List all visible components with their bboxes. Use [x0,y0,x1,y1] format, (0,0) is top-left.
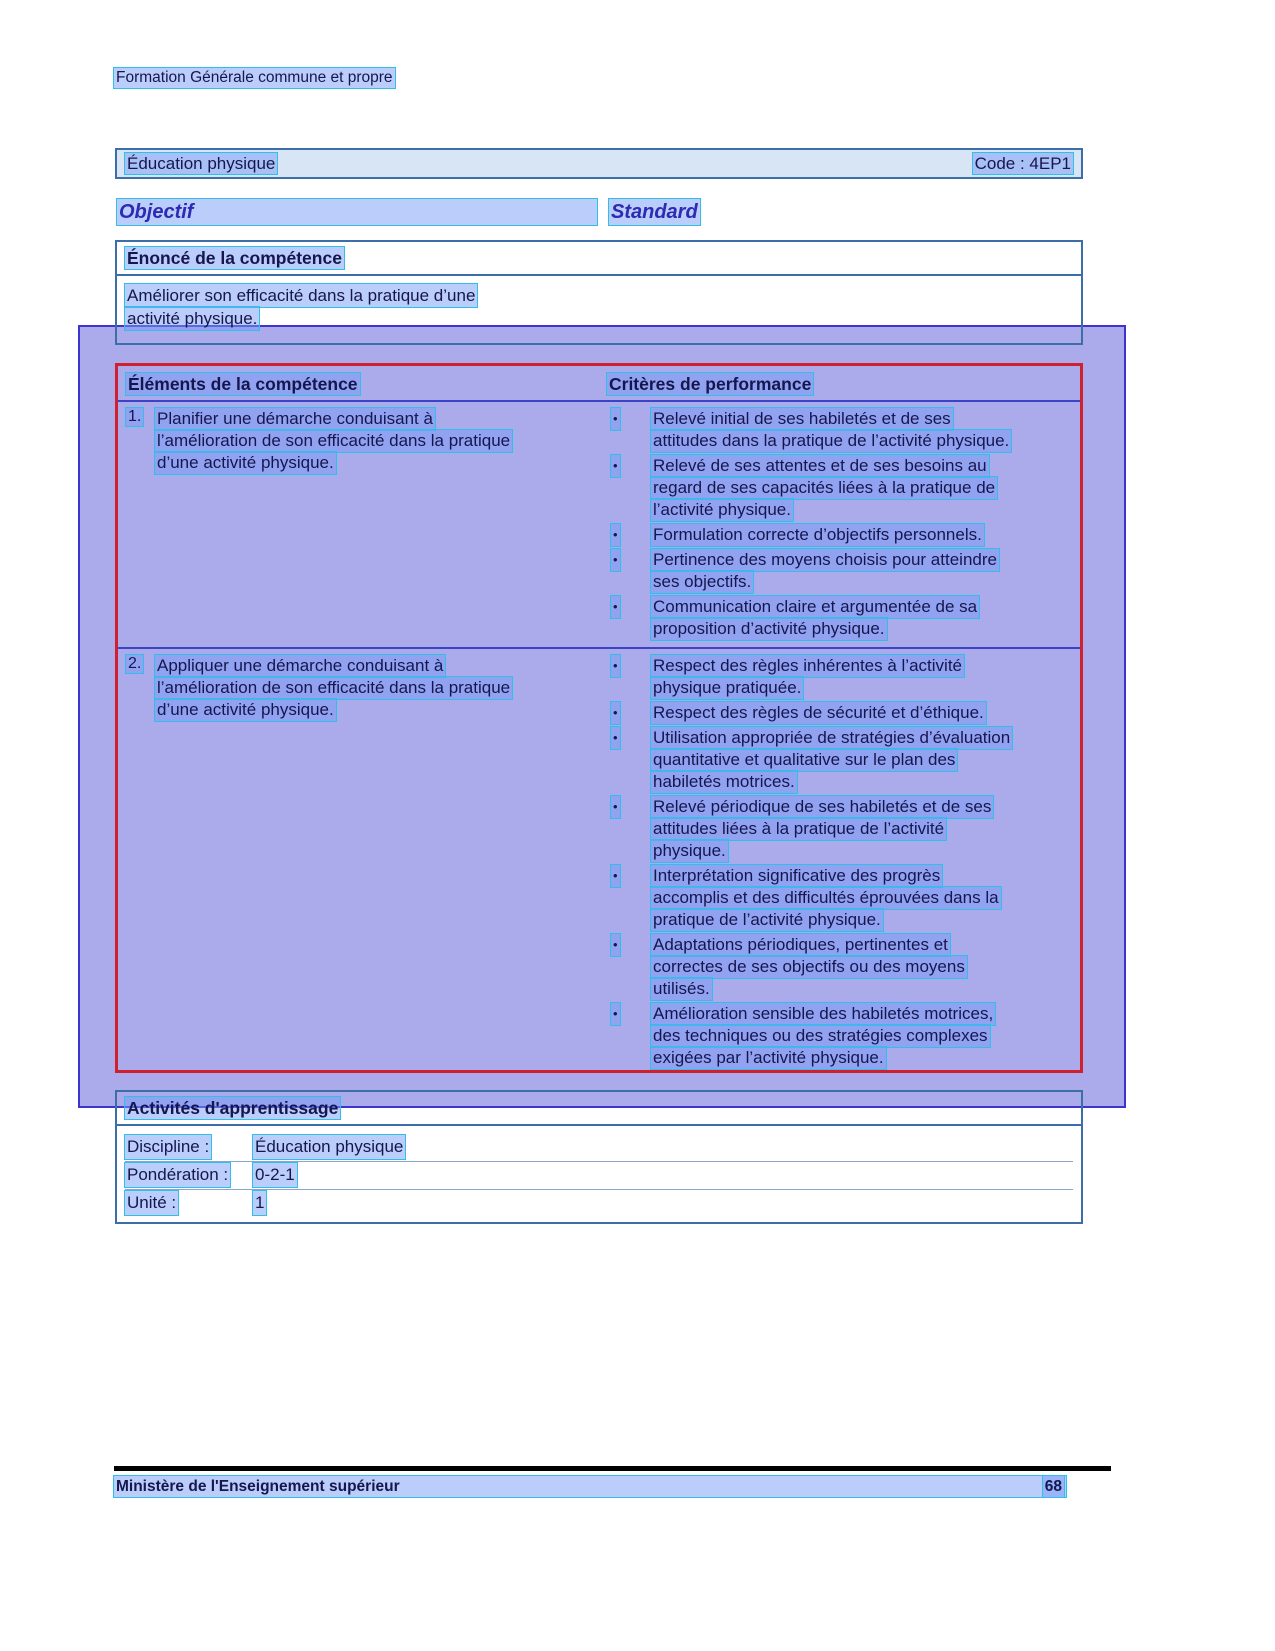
element-number-text: 2. [128,655,142,672]
element-cell [126,655,607,1072]
criteria-line-text: exigées par l’activité physique. [653,1048,884,1067]
bullet-glyph: • [611,455,620,477]
criteria-cell [607,655,1072,1072]
bullet-glyph: • [611,549,620,571]
bullet-icon [607,934,651,956]
criteria-line [651,1025,1072,1047]
criteria-item [607,1003,1072,1069]
bullet-glyph: • [611,408,620,430]
activity-row [125,1189,1073,1217]
criteria-line [651,677,1072,699]
criteria-line-text: Communication claire et argumentée de sa [653,597,978,616]
column-header-criteres [607,373,1072,395]
element-lines [155,408,607,474]
objectif-heading: Objectif [117,199,597,225]
element-line [155,699,607,721]
bullet-icon [607,596,651,618]
element-number-text: 1. [128,408,142,425]
criteria-line-text: Pertinence des moyens choisis pour atteindre [653,550,997,569]
bullet-glyph: • [611,1003,620,1025]
criteria-line [651,865,1072,887]
criteria-line-text: Relevé périodique de ses habiletés et de ses [653,797,992,816]
header-note-text: Formation Générale commune et propre [116,69,393,86]
activites-rows [125,1134,1073,1217]
bullet-icon [607,655,651,677]
bullet-glyph: • [611,934,620,956]
criteria-line-text: Formulation correcte d’objectifs personnels. [653,525,982,544]
element-line [155,452,607,474]
criteria-line-text: des techniques ou des stratégies complexes [653,1026,988,1045]
footer [114,1476,1066,1497]
criteria-item [607,549,1072,593]
criteria-line-text: Relevé de ses attentes et de ses besoins au [653,456,987,475]
criteria-lines [651,655,1072,699]
activity-row [125,1134,1073,1161]
bullet-glyph: • [611,727,620,749]
activity-value-text: Éducation physique [253,1135,405,1159]
activity-label [125,1163,253,1187]
activites-title [125,1097,1073,1119]
activity-value [253,1191,266,1215]
table-body [118,402,1080,1073]
criteria-line-text: quantitative et qualitative sur le plan des [653,750,956,769]
criteria-item [607,408,1072,452]
criteria-line-text: habiletés motrices. [653,772,795,791]
column-header-elements [126,373,607,395]
element-line [155,408,607,430]
criteria-line-text: utilisés. [653,979,710,998]
element-number [126,655,155,673]
criteria-line [651,771,1072,793]
activity-value-text: 1 [253,1191,266,1215]
criteria-line-text: physique. [653,841,726,860]
criteria-item [607,596,1072,640]
criteria-line [651,796,1072,818]
criteria-line-text: ses objectifs. [653,572,752,591]
activity-label-text: Unité : [125,1191,178,1215]
criteria-lines [651,796,1072,862]
bullet-glyph: • [611,524,620,546]
criteria-line [651,956,1072,978]
activity-row [125,1161,1073,1189]
criteria-line [651,596,1072,618]
subject-code: Code : 4EP1 [974,154,1071,173]
footer-ministry-text: Ministère de l'Enseignement supérieur [116,1478,400,1495]
column-header-text: Critères de performance [609,374,812,394]
document-header-note [114,68,395,88]
enonce-title-text: Énoncé de la compétence [127,248,342,268]
criteria-item [607,702,1072,724]
criteria-lines [651,524,1072,546]
table-row [118,647,1080,1073]
criteria-line-text: accomplis et des difficultés éprouvées dans la [653,888,999,907]
activites-apprentissage-box [115,1090,1083,1224]
element-line-text: Appliquer une démarche conduisant à [157,656,444,675]
criteria-lines [651,1003,1072,1069]
criteria-line [651,477,1072,499]
bullet-icon [607,455,651,477]
activity-label-text: Discipline : [125,1135,211,1159]
element-lines [155,655,607,721]
bullet-glyph: • [611,596,620,618]
element-line-text: l’amélioration de son efficacité dans la pratique [157,678,511,697]
bullet-icon [607,549,651,571]
criteria-line-text: Utilisation appropriée de stratégies d’évaluation [653,728,1011,747]
table-header-row [118,366,1080,402]
criteria-item [607,524,1072,546]
activites-title-text: Activités d'apprentissage [127,1098,339,1118]
criteria-line [651,571,1072,593]
criteria-lines [651,727,1072,793]
criteria-line-text: attitudes dans la pratique de l’activité physique. [653,431,1010,450]
criteria-lines [651,702,1072,724]
criteria-item [607,865,1072,931]
element-line [155,677,607,699]
footer-page-number: 68 [1044,1478,1062,1495]
section-heading-row [117,199,700,225]
criteria-item [607,727,1072,793]
activity-value [253,1135,405,1159]
table-row [118,402,1080,647]
enonce-title [125,247,1073,269]
bullet-glyph: • [611,796,620,818]
criteria-line-text: Respect des règles de sécurité et d’éthique. [653,703,984,722]
criteria-line-text: regard de ses capacités liées à la pratique de [653,478,996,497]
criteria-line-text: pratique de l’activité physique. [653,910,881,929]
element-line [155,655,607,677]
bullet-icon [607,1003,651,1025]
activity-label [125,1135,253,1159]
criteria-line-text: Relevé initial de ses habiletés et de ses [653,409,951,428]
criteria-line-text: Interprétation significative des progrès [653,866,941,885]
criteria-line [651,749,1072,771]
bullet-icon [607,524,651,546]
criteria-item [607,655,1072,699]
element-line-text: d’une activité physique. [157,700,334,719]
criteria-line [651,978,1072,1000]
enonce-text: activité physique. [127,309,258,328]
activity-value-text: 0-2-1 [253,1163,297,1187]
criteria-lines [651,596,1072,640]
criteria-line-text: proposition d’activité physique. [653,619,885,638]
bullet-icon [607,727,651,749]
bullet-icon [607,408,651,430]
column-header-text: Éléments de la compétence [128,374,358,394]
criteria-line [651,618,1072,640]
criteria-line-text: Respect des règles inhérentes à l’activité [653,656,962,675]
criteria-line [651,1047,1072,1069]
criteria-line [651,455,1072,477]
criteria-lines [651,549,1072,593]
criteria-line [651,727,1072,749]
bullet-glyph: • [611,702,620,724]
criteria-cell [607,408,1072,643]
divider [117,274,1081,276]
criteria-line-text: correctes de ses objectifs ou des moyens [653,957,965,976]
criteria-line-text: attitudes liées à la pratique de l’activité [653,819,945,838]
criteria-lines [651,934,1072,1000]
criteria-line [651,818,1072,840]
bullet-glyph: • [611,865,620,887]
element-line-text: d’une activité physique. [157,453,334,472]
criteria-line-text: Adaptations périodiques, pertinentes et [653,935,948,954]
criteria-line [651,887,1072,909]
subject-title-bar [115,148,1083,179]
criteria-line [651,430,1072,452]
criteria-lines [651,408,1072,452]
criteria-item [607,934,1072,1000]
criteria-line [651,499,1072,521]
element-line [155,430,607,452]
criteria-lines [651,865,1072,931]
bullet-icon [607,796,651,818]
activity-label [125,1191,253,1215]
criteria-line [651,655,1072,677]
footer-rule [114,1466,1111,1471]
bullet-icon [607,702,651,724]
criteria-line-text: physique pratiquée. [653,678,802,697]
criteria-line [651,1003,1072,1025]
bullet-glyph: • [611,655,620,677]
enonce-competence-box [115,240,1083,345]
subject-title: Éducation physique [127,154,276,173]
criteria-item [607,796,1072,862]
enonce-text: Améliorer son efficacité dans la pratique d’une [127,286,476,305]
criteria-line [651,702,1072,724]
element-line-text: l’amélioration de son efficacité dans la pratique [157,431,511,450]
criteria-lines [651,455,1072,521]
enonce-text-line [125,307,1073,330]
criteria-line [651,909,1072,931]
standard-heading: Standard [611,201,698,223]
activity-value [253,1163,297,1187]
criteria-line [651,524,1072,546]
element-line-text: Planifier une démarche conduisant à [157,409,433,428]
criteria-line [651,549,1072,571]
criteria-line [651,934,1072,956]
element-cell [126,408,607,643]
competence-table [115,363,1083,1073]
criteria-item [607,455,1072,521]
criteria-line [651,408,1072,430]
enonce-text-line [125,284,1073,307]
activity-label-text: Pondération : [125,1163,230,1187]
bullet-icon [607,865,651,887]
element-number [126,408,155,426]
criteria-line-text: l’activité physique. [653,500,791,519]
criteria-line [651,840,1072,862]
criteria-line-text: Amélioration sensible des habiletés motrices, [653,1004,994,1023]
divider [117,1124,1081,1126]
